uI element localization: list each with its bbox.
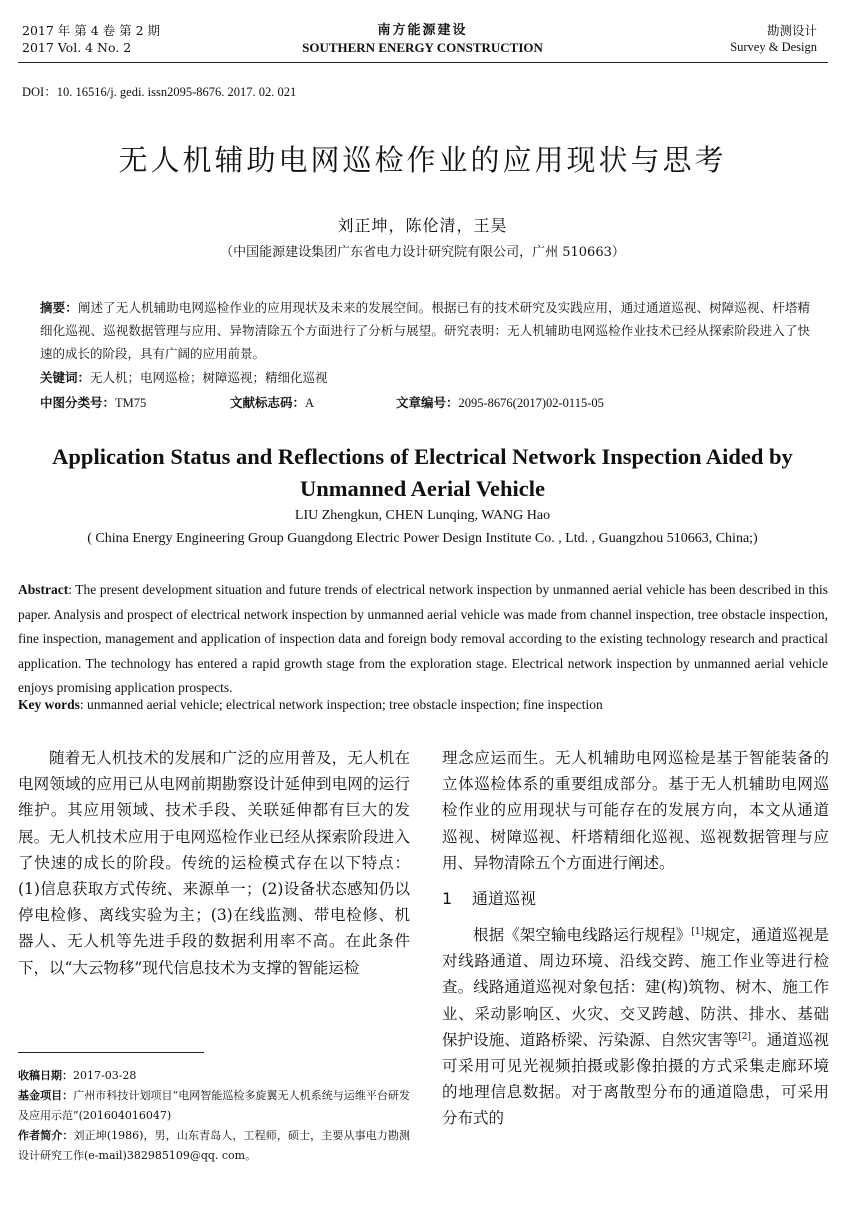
affiliation-en: ( China Energy Engineering Group Guangdong Electric Power Design Institute Co. , Ltd. , Guangzhou 510663, China;) — [87, 531, 758, 546]
affiliation-cn: （中国能源建设集团广东省电力设计研究院有限公司，广州 510663） — [220, 245, 625, 260]
article-number — [396, 393, 604, 411]
received-label: 收稿日期： — [18, 1069, 73, 1082]
section1-text-a: 根据《架空输电线路运行规程》 — [473, 926, 692, 945]
fund-value: 广州市科技计划项目“电网智能巡检多旋翼无人机系统与运维平台研发及应用示范”(201604016047) — [18, 1089, 411, 1122]
doc-code-value: A — [305, 396, 315, 410]
fund-project — [18, 1086, 410, 1126]
abstract-cn-label: 摘要： — [40, 300, 78, 315]
section-number: 1 — [442, 889, 453, 909]
keywords-cn-label: 关键词： — [40, 370, 91, 385]
body-column-left — [18, 745, 410, 981]
citation-ref: [2] — [738, 1031, 752, 1042]
title-en: Application Status and Reflections of Electrical Network Inspection Aided by Unmanned Aerial Vehicle — [52, 444, 793, 501]
abstract-en — [18, 578, 828, 701]
journal-name-en: SOUTHERN ENERGY CONSTRUCTION — [302, 40, 543, 55]
section1-paragraph — [442, 922, 829, 1132]
header-rule — [18, 62, 828, 63]
document-code — [230, 393, 314, 411]
abstract-cn-text: 阐述了无人机辅助电网巡检作业的应用现状及未来的发展空间。根据已有的技术研究及实践应用，通过通道巡视、树障巡视、杆塔精细化巡视、巡视数据管理与应用、异物清除五个方面进行了分析与展望。研究表明：无人机辅助电网巡检作业技术已经从探索阶段进入了快速的成长的阶段，具有广阔的应用前景。 — [40, 300, 810, 361]
section1-text-b: 规定，通道巡视是对线路通道、周边环境、沿线交跨、施工作业等进行检查。线路通道巡视对象包括：建(构)筑物、树木、施工作业、采动影响区、火灾、交叉跨越、防洪、排水、基础保护设施、道路桥梁、污染源、自然灾害等 — [442, 926, 829, 1049]
keywords-cn-text: 无人机；电网巡检；树障巡视；精细化巡视 — [90, 370, 328, 385]
abstract-en-label: Abstract — [18, 582, 69, 597]
received-date — [18, 1066, 410, 1086]
intro-paragraph: 随着无人机技术的发展和广泛的应用普及，无人机在电网领域的应用已从电网前期勘察设计延伸到电网的运行维护。其应用领域、技术手段、关联延伸都有巨大的发展。无人机技术应用于电网巡检作业已经从探索阶段进入了快速的成长的阶段。传统的运检模式存在以下特点：(1)信息获取方式传统、来源单一；(2)设备状态感知仍以停电检修、离线实验为主；(3)在线监测、带电检修、机器人、无人机等先进手段的数据利用率不高。在此条件下，以“大云物移”现代信息技术为支撑的智能运检 — [18, 749, 410, 977]
body-column-right — [442, 745, 829, 1132]
section1-text-c: 。通道巡视可采用可见光视频拍摄或影像拍摄的方式采集走廊环境的地理信息数据。对于离散型分布的通道隐患，可采用分布式的 — [442, 1030, 829, 1128]
fund-label: 基金项目： — [18, 1089, 74, 1102]
section-category-en: Survey & Design — [730, 40, 817, 54]
article-number-value: 2095-8676(2017)02-0115-05 — [458, 396, 604, 410]
authors-en: LIU Zhengkun, CHEN Lunqing, WANG Hao — [294, 508, 551, 523]
author-bio — [18, 1126, 410, 1166]
section-category-cn: 勘测设计 — [766, 23, 817, 38]
author-bio-label: 作者简介： — [18, 1129, 74, 1142]
received-value: 2017-03-28 — [73, 1069, 137, 1082]
footnote-rule — [18, 1052, 204, 1053]
keywords-en-text: : unmanned aerial vehicle; electrical network inspection; tree obstacle inspection; fine inspection — [79, 697, 603, 712]
abstract-cn — [40, 296, 810, 365]
article-number-label: 文章编号： — [396, 395, 459, 410]
issue-info-cn: 2017 年 第 4 卷 第 2 期 — [22, 23, 161, 38]
footnotes — [18, 1066, 410, 1166]
title-cn: 无人机辅助电网巡检作业的应用现状与思考 — [118, 143, 727, 177]
doi: DOI：10. 16516/j. gedi. issn2095-8676. 2017. 02. 021 — [22, 85, 297, 99]
section-heading — [442, 886, 829, 912]
author-bio-value: 刘正坤(1986)，男，山东青岛人，工程师，硕士，主要从事电力勘测设计研究工作(e-mail)382985109@qq. com。 — [18, 1129, 411, 1162]
clc-label: 中图分类号： — [40, 395, 116, 410]
clc-number — [40, 393, 146, 411]
section-title: 通道巡视 — [472, 889, 537, 909]
doc-code-label: 文献标志码： — [230, 395, 306, 410]
journal-name — [0, 22, 845, 56]
keywords-en-label: Key words — [18, 697, 80, 712]
keywords-en — [18, 697, 603, 713]
journal-name-cn: 南方能源建设 — [377, 23, 468, 38]
section-category — [730, 22, 817, 56]
abstract-en-text: : The present development situation and future trends of electrical network inspection by unmanned aerial vehicle has been described in this paper. Analysis and prospect of electrical network inspection by unmanned aerial vehicle was made from channel inspection, tree obstacle inspection, fine inspection, management and application of inspection data and foreign body removal according to the existing technology research and practical application. The technology has entered a rapid growth stage from the exploration stage. Electrical network inspection by unmanned aerial vehicle enjoys promising application prospects. — [18, 582, 828, 695]
keywords-cn — [40, 368, 328, 386]
intro-paragraph-continued: 理念应运而生。无人机辅助电网巡检是基于智能装备的立体巡检体系的重要组成部分。基于无人机辅助电网巡检作业的应用现状与可能存在的发展方向，本文从通道巡视、树障巡视、杆塔精细化巡视、巡视数据管理与应用、异物清除五个方面进行阐述。 — [442, 749, 829, 872]
clc-value: TM75 — [115, 396, 147, 410]
citation-ref: [1] — [691, 926, 705, 937]
issue-info-en: 2017 Vol. 4 No. 2 — [22, 40, 132, 55]
authors-cn: 刘正坤，陈伦清，王昊 — [337, 216, 508, 235]
